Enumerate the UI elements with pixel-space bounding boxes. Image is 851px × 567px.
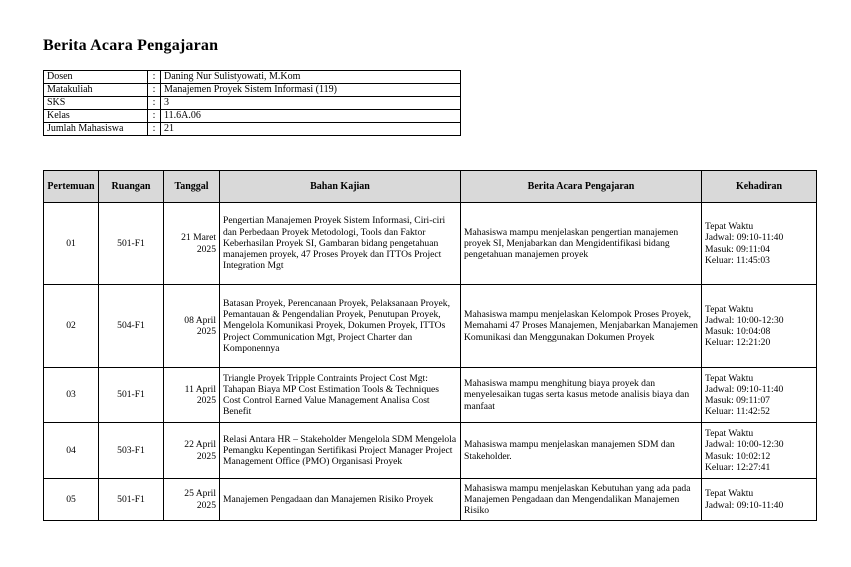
info-value: 3 bbox=[161, 97, 461, 110]
info-row-sks bbox=[44, 97, 461, 110]
cell-kehadiran bbox=[702, 423, 817, 479]
cell-kehadiran bbox=[702, 203, 817, 285]
cell-berita-acara: Mahasiswa mampu menjelaskan manajemen SDM dan Stakeholder. bbox=[461, 423, 702, 479]
header-pertemuan: Pertemuan bbox=[44, 171, 99, 203]
cell-pertemuan: 04 bbox=[44, 423, 99, 479]
attendance-schedule: Jadwal: 09:10-11:40 bbox=[705, 499, 784, 511]
attendance-schedule: Jadwal: 10:00-12:30 bbox=[705, 439, 784, 451]
info-separator: : bbox=[148, 110, 161, 123]
info-value: Daning Nur Sulistyowati, M.Kom bbox=[161, 71, 461, 84]
info-separator: : bbox=[148, 97, 161, 110]
cell-pertemuan: 05 bbox=[44, 479, 99, 521]
cell-tanggal: 22 April 2025 bbox=[164, 423, 220, 479]
attendance-out: Keluar: 11:42:52 bbox=[705, 406, 770, 418]
cell-ruangan: 504-F1 bbox=[99, 285, 164, 368]
header-bahan-kajian: Bahan Kajian bbox=[220, 171, 461, 203]
attendance-status: Tepat Waktu bbox=[705, 303, 754, 315]
cell-bahan-kajian: Batasan Proyek, Perencanaan Proyek, Pelaksanaan Proyek, Pemantauan & Pengendalian Proyek, Penutupan Proyek, Mengelola Komunikasi Proyek, Dokumen Proyek, ITTOs Project Communication Mgt, Project Charter dan Komponennya bbox=[220, 285, 461, 368]
header-ruangan: Ruangan bbox=[99, 171, 164, 203]
attendance-out: Keluar: 12:21:20 bbox=[705, 337, 771, 349]
info-label: Matakuliah bbox=[44, 84, 148, 97]
teaching-record-table bbox=[43, 170, 817, 521]
cell-ruangan: 501-F1 bbox=[99, 479, 164, 521]
info-value: 11.6A.06 bbox=[161, 110, 461, 123]
info-row-kelas bbox=[44, 110, 461, 123]
course-info-table bbox=[43, 70, 461, 136]
attendance-status: Tepat Waktu bbox=[705, 372, 754, 384]
info-row-dosen bbox=[44, 71, 461, 84]
cell-berita-acara: Mahasiswa mampu menjelaskan pengertian manajemen proyek SI, Menjabarkan dan Mengidentifikasi bidang pengetahuan manajemen proyek bbox=[461, 203, 702, 285]
header-tanggal: Tanggal bbox=[164, 171, 220, 203]
info-value: 21 bbox=[161, 123, 461, 136]
cell-berita-acara: Mahasiswa mampu menjelaskan Kelompok Proses Proyek, Memahami 47 Proses Manajemen, Menjabarkan Manajemen Komunikasi dan Menggunakan Dokumen Proyek bbox=[461, 285, 702, 368]
attendance-out: Keluar: 12:27:41 bbox=[705, 461, 771, 473]
attendance-in: Masuk: 09:11:07 bbox=[705, 395, 770, 406]
cell-bahan-kajian: Relasi Antara HR – Stakeholder Mengelola SDM Mengelola Pemangku Kepentingan Sertifikasi Project Manager Project Management Office (PMO) Organisasi Proyek bbox=[220, 423, 461, 479]
cell-berita-acara: Mahasiswa mampu menghitung biaya proyek dan menyelesaikan tugas serta kasus metode analisis biaya dan manfaat bbox=[461, 368, 702, 423]
cell-kehadiran bbox=[702, 479, 817, 521]
cell-tanggal: 25 April 2025 bbox=[164, 479, 220, 521]
attendance-schedule: Jadwal: 09:10-11:40 bbox=[705, 383, 784, 395]
cell-berita-acara: Mahasiswa mampu menjelaskan Kebutuhan yang ada pada Manajemen Pengadaan dan Mengendalikan Manajemen Risiko bbox=[461, 479, 702, 521]
attendance-schedule: Jadwal: 10:00-12:30 bbox=[705, 314, 784, 326]
attendance-in: Masuk: 09:11:04 bbox=[705, 243, 770, 255]
info-label: SKS bbox=[44, 97, 148, 110]
info-separator: : bbox=[148, 84, 161, 97]
info-label: Dosen bbox=[44, 71, 148, 84]
attendance-status: Tepat Waktu bbox=[705, 488, 754, 500]
info-separator: : bbox=[148, 71, 161, 84]
cell-pertemuan: 01 bbox=[44, 203, 99, 285]
table-header-row bbox=[44, 171, 817, 203]
cell-bahan-kajian: Pengertian Manajemen Proyek Sistem Informasi, Ciri-ciri dan Perbedaan Proyek Metodologi, Tools dan Faktor Keberhasilan Proyek SI, Gambaran bidang pengetahuan manajemen proyek, 47 Proses Proyek dan ITTOs Project Integration Mgt bbox=[220, 203, 461, 285]
cell-bahan-kajian: Manajemen Pengadaan dan Manajemen Risiko Proyek bbox=[220, 479, 461, 521]
cell-ruangan: 501-F1 bbox=[99, 368, 164, 423]
table-row bbox=[44, 203, 817, 285]
cell-pertemuan: 03 bbox=[44, 368, 99, 423]
cell-bahan-kajian: Triangle Proyek Tripple Contraints Project Cost Mgt: Tahapan Biaya MP Cost Estimation Tools & Techniques Cost Control Earned Value Management Analisa Cost Benefit bbox=[220, 368, 461, 423]
info-label: Kelas bbox=[44, 110, 148, 123]
attendance-schedule: Jadwal: 09:10-11:40 bbox=[705, 232, 784, 244]
cell-kehadiran bbox=[702, 368, 817, 423]
table-row bbox=[44, 285, 817, 368]
info-row-matakuliah bbox=[44, 84, 461, 97]
cell-tanggal: 08 April 2025 bbox=[164, 285, 220, 368]
table-row bbox=[44, 368, 817, 423]
cell-ruangan: 501-F1 bbox=[99, 203, 164, 285]
header-berita-acara: Berita Acara Pengajaran bbox=[461, 171, 702, 203]
attendance-in: Masuk: 10:04:08 bbox=[705, 326, 771, 337]
attendance-status: Tepat Waktu bbox=[705, 221, 754, 233]
header-kehadiran: Kehadiran bbox=[702, 171, 817, 203]
info-value: Manajemen Proyek Sistem Informasi (119) bbox=[161, 84, 461, 97]
info-row-jumlah-mahasiswa bbox=[44, 123, 461, 136]
page-title: Berita Acara Pengajaran bbox=[43, 37, 219, 54]
attendance-in: Masuk: 10:02:12 bbox=[705, 450, 771, 462]
cell-kehadiran bbox=[702, 285, 817, 368]
cell-tanggal: 21 Maret 2025 bbox=[164, 203, 220, 285]
info-label: Jumlah Mahasiswa bbox=[44, 123, 148, 136]
cell-tanggal: 11 April 2025 bbox=[164, 368, 220, 423]
table-row bbox=[44, 423, 817, 479]
attendance-out: Keluar: 11:45:03 bbox=[705, 254, 770, 266]
cell-pertemuan: 02 bbox=[44, 285, 99, 368]
table-row bbox=[44, 479, 817, 521]
cell-ruangan: 503-F1 bbox=[99, 423, 164, 479]
attendance-status: Tepat Waktu bbox=[705, 428, 754, 440]
info-separator: : bbox=[148, 123, 161, 136]
